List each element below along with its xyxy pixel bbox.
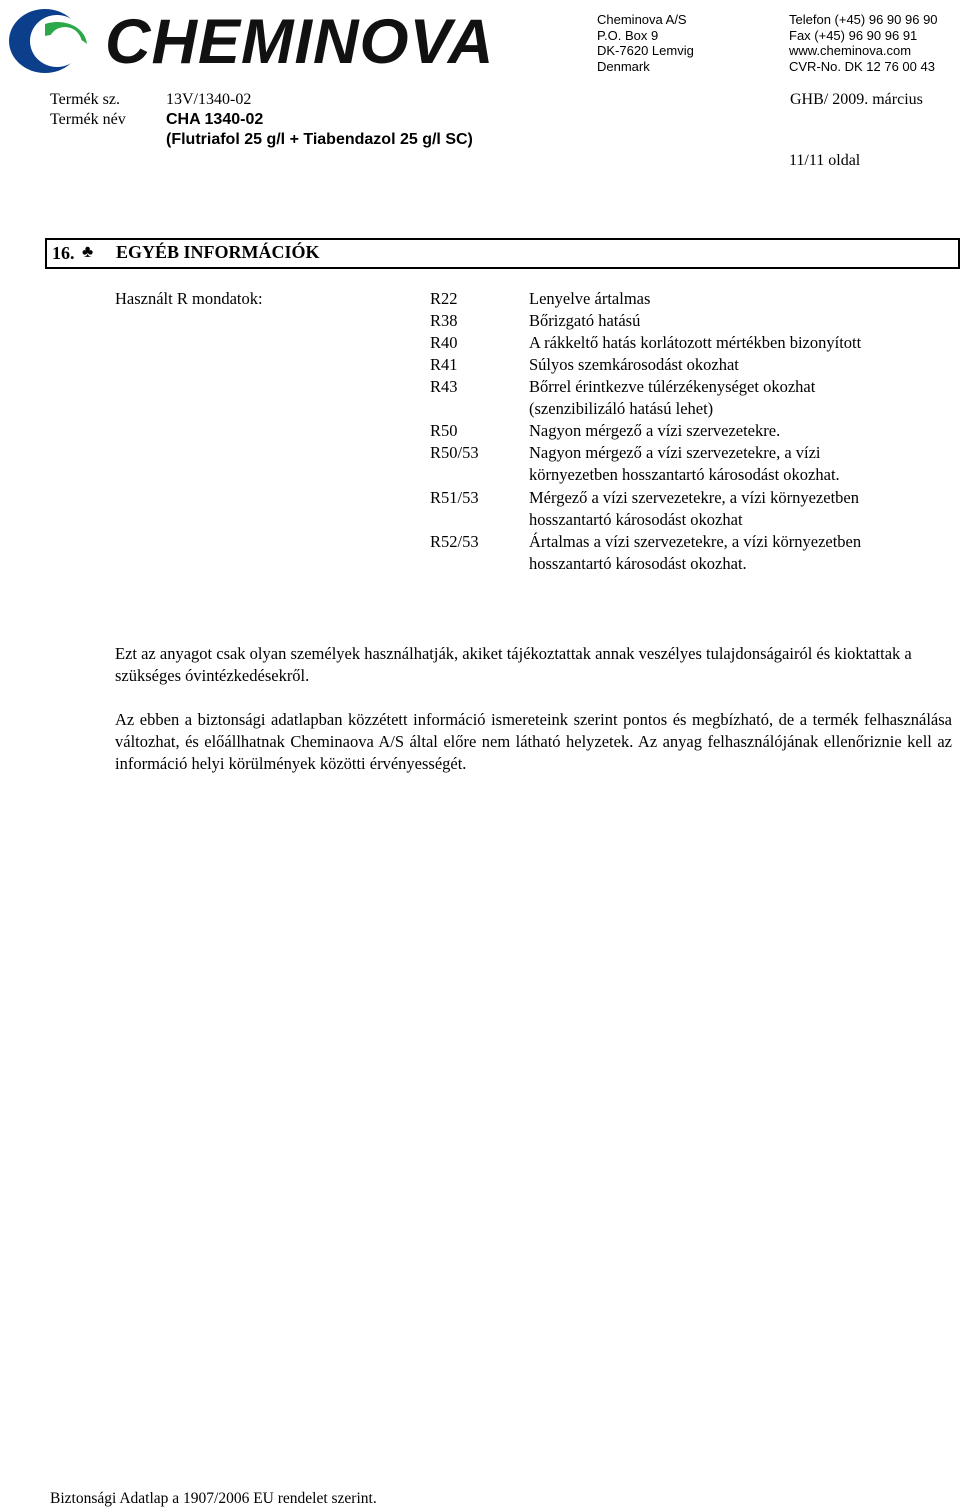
- product-name-label: Termék név: [50, 111, 126, 128]
- r-phrase-text: Nagyon mérgező a vízi szervezetekre, a vízi környezetben hosszantartó károsodást okozhat.: [529, 443, 840, 484]
- r-phrase-text: A rákkeltő hatás korlátozott mértékben bizonyított: [529, 333, 862, 352]
- r-phrase-text: Mérgező a vízi szervezetekre, a vízi környezetben hosszantartó károsodást okozhat: [529, 488, 859, 529]
- phone-number: Telefon (+45) 96 90 96 90: [789, 12, 938, 27]
- product-no: 13V/1340-02: [166, 91, 252, 108]
- footer-regulation-text: Biztonsági Adatlap a 1907/2006 EU rendelet szerint.: [50, 1490, 377, 1507]
- r-phrase-text: Lenyelve ártalmas: [529, 289, 651, 308]
- r-phrase-text: Súlyos szemkárosodást okozhat: [529, 355, 739, 374]
- website: www.cheminova.com: [789, 43, 912, 59]
- r-phrase-code: R40: [430, 333, 458, 352]
- disclaimer-paragraph: Az ebben a biztonsági adatlapban közzétett információ ismereteink szerint pontos és megbízható, de a termék felhasználása változhat, és előállhatnak Cheminaova A/S által előre nem látható helyzetek. Az anyag felhasználójának ellenőriznie kell az információ helyi körülmények közötti érvényességét.: [115, 710, 952, 773]
- r-phrase-code: R52/53: [430, 532, 479, 551]
- r-phrase-code: R43: [430, 377, 458, 396]
- section-title: EGYÉB INFORMÁCIÓK: [116, 242, 320, 262]
- usage-warning-paragraph: Ezt az anyagot csak olyan személyek használhatják, akiket tájékoztattak annak veszélyes tulajdonságairól és kioktattak a szükséges óvintézkedésekről.: [115, 644, 912, 685]
- r-phrase-code: R38: [430, 311, 458, 330]
- r-phrase-text: Bőrizgató hatású: [529, 311, 641, 330]
- r-phrase-code: R41: [430, 355, 458, 374]
- company-name: Cheminova A/S: [597, 12, 687, 27]
- section-number: 16.: [52, 243, 75, 263]
- r-phrase-text: Ártalmas a vízi szervezetekre, a vízi környezetben hosszantartó károsodást okozhat.: [529, 532, 862, 573]
- r-phrase-text: Bőrrel érintkezve túlérzékenységet okozhat (szenzibilizáló hatású lehet): [529, 377, 816, 418]
- product-name: CHA 1340-02: [166, 111, 264, 128]
- cvr-number: CVR-No. DK 12 76 00 43: [789, 59, 935, 75]
- cheminova-logo: [5, 4, 500, 76]
- product-no-label: Termék sz.: [50, 91, 120, 108]
- version-date: GHB/ 2009. március: [790, 91, 923, 108]
- r-phrases-label: Használt R mondatok:: [115, 289, 263, 308]
- club-icon: ♣: [82, 242, 94, 261]
- brand-name: CHEMINOVA: [105, 7, 495, 77]
- fax-number: Fax (+45) 96 90 96 91: [789, 27, 918, 43]
- section-header: [45, 238, 960, 269]
- r-phrase-code: R50/53: [430, 443, 479, 462]
- company-contact: [789, 12, 938, 75]
- r-phrase-text: Nagyon mérgező a vízi szervezetekre.: [529, 421, 781, 440]
- r-phrase-code: R50: [430, 421, 458, 440]
- r-phrase-code: R51/53: [430, 488, 479, 507]
- product-composition: (Flutriafol 25 g/l + Tiabendazol 25 g/l SC): [166, 131, 473, 148]
- r-phrase-code: R22: [430, 289, 458, 308]
- page-number: 11/11 oldal: [789, 152, 861, 169]
- company-city: DK-7620 Lemvig: [597, 43, 694, 59]
- company-country: Denmark: [597, 59, 650, 75]
- company-address: [597, 12, 694, 75]
- logo-mark-icon: [5, 4, 105, 76]
- company-box: P.O. Box 9: [597, 27, 659, 43]
